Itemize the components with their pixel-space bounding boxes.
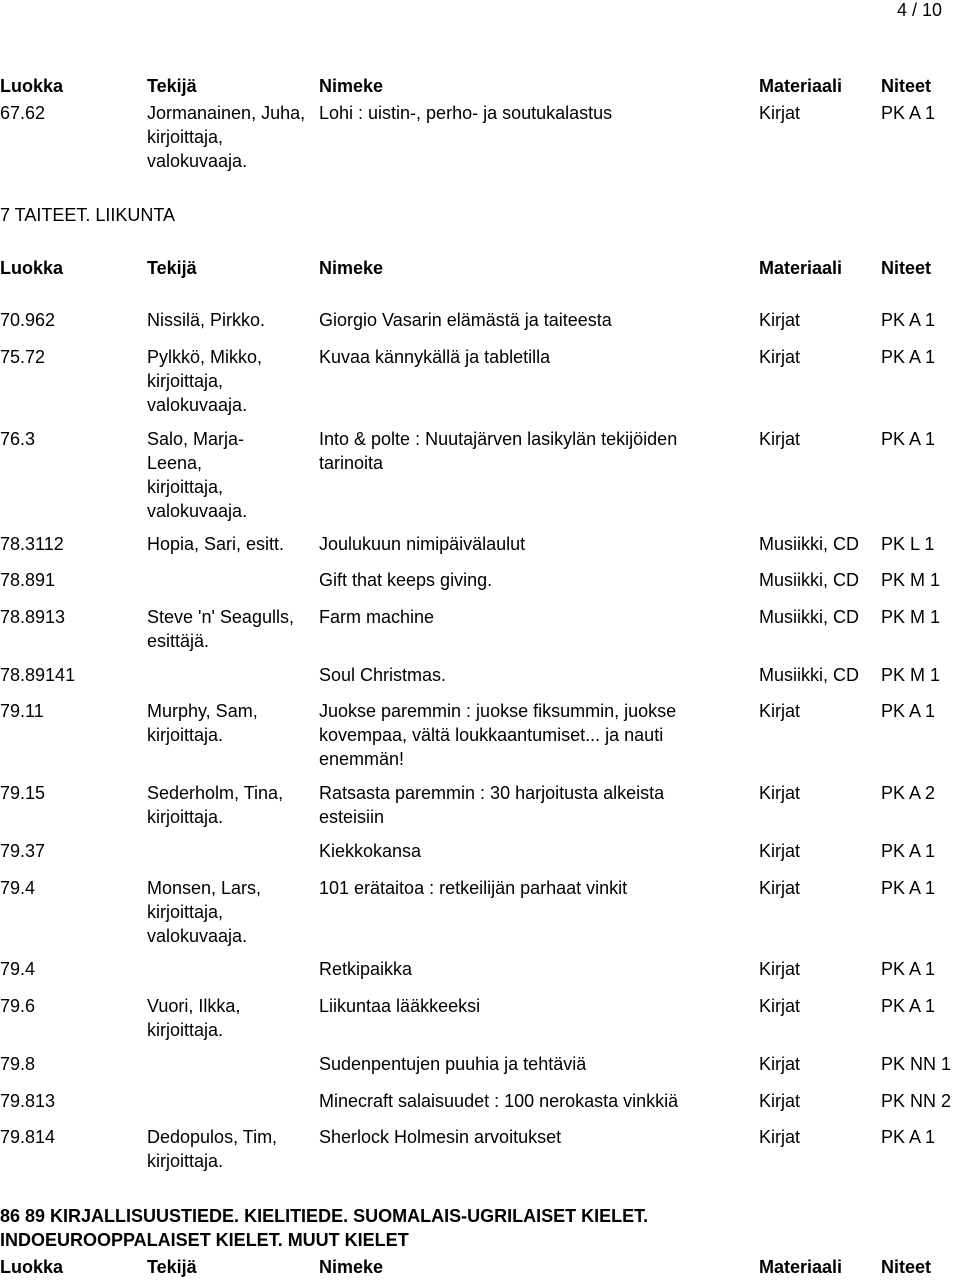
column-header-title: Nimeke — [319, 1257, 384, 1277]
material-cell: Kirjat — [759, 841, 801, 861]
column-header-title: Nimeke — [319, 76, 384, 96]
shelf-cell: PK A 1 — [881, 841, 936, 861]
author-cell: Nissilä, Pirkko. — [147, 310, 266, 330]
author-cell: Sederholm, Tina, kirjoittaja. — [147, 783, 284, 827]
title-cell: Gift that keeps giving. — [319, 570, 493, 590]
section-title: 7 TAITEET. LIIKUNTA — [0, 205, 176, 225]
column-header-shelf: Niteet — [881, 76, 932, 96]
shelf-cell: PK A 1 — [881, 429, 936, 449]
title-cell: Retkipaikka — [319, 959, 413, 979]
class-cell: 79.11 — [0, 701, 44, 721]
title-cell: Joulukuun nimipäivälaulut — [319, 534, 526, 554]
author-cell: Jormanainen, Juha, kirjoittaja, valokuvaaja. — [147, 103, 306, 171]
title-cell: Juokse paremmin : juokse fiksummin, juokse kovempaa, vältä loukkaantumiset... ja nauti enemmän! — [319, 701, 677, 769]
shelf-cell: PK M 1 — [881, 570, 941, 590]
table-row — [0, 994, 960, 1040]
material-cell: Kirjat — [759, 783, 801, 803]
title-cell: Ratsasta paremmin : 30 harjoitusta alkeista esteisiin — [319, 783, 665, 827]
author-cell: Salo, Marja-Leena, kirjoittaja, valokuvaaja. — [147, 429, 248, 521]
title-cell: Liikuntaa lääkkeeksi — [319, 996, 481, 1016]
author-cell: Steve 'n' Seagulls, esittäjä. — [147, 607, 294, 651]
class-cell: 78.3112 — [0, 534, 64, 554]
table-header — [0, 1255, 960, 1279]
table-row — [0, 568, 960, 592]
class-cell: 79.6 — [0, 996, 36, 1016]
title-cell: Lohi : uistin-, perho- ja soutukalastus — [319, 103, 613, 123]
shelf-cell: PK A 1 — [881, 996, 936, 1016]
title-cell: Kuvaa kännykällä ja tabletilla — [319, 347, 551, 367]
column-header-material: Materiaali — [759, 76, 843, 96]
table-row — [0, 101, 960, 171]
title-cell: Minecraft salaisuudet : 100 nerokasta vinkkiä — [319, 1091, 679, 1111]
material-cell: Kirjat — [759, 429, 801, 449]
table-row — [0, 1052, 960, 1076]
class-cell: 79.813 — [0, 1091, 56, 1111]
table-row — [0, 427, 960, 521]
material-cell: Kirjat — [759, 103, 801, 123]
table-row — [0, 781, 960, 827]
column-header-title: Nimeke — [319, 258, 384, 278]
shelf-cell: PK NN 2 — [881, 1091, 952, 1111]
table-row — [0, 532, 960, 556]
column-header-class: Luokka — [0, 1257, 64, 1277]
class-cell: 78.89141 — [0, 665, 76, 685]
shelf-cell: PK A 1 — [881, 701, 936, 721]
table-row — [0, 957, 960, 981]
class-cell: 67.62 — [0, 103, 46, 123]
column-header-shelf: Niteet — [881, 258, 932, 278]
class-cell: 79.814 — [0, 1127, 56, 1147]
column-header-material: Materiaali — [759, 1257, 843, 1277]
shelf-cell: PK A 1 — [881, 103, 936, 123]
table-row — [0, 1089, 960, 1113]
class-cell: 79.15 — [0, 783, 46, 803]
column-header-shelf: Niteet — [881, 1257, 932, 1277]
column-header-author: Tekijä — [147, 76, 197, 96]
class-cell: 78.891 — [0, 570, 56, 590]
column-header-author: Tekijä — [147, 1257, 197, 1277]
table-row — [0, 663, 960, 687]
shelf-cell: PK A 1 — [881, 878, 936, 898]
material-cell: Musiikki, CD — [759, 607, 860, 627]
shelf-cell: PK A 2 — [881, 783, 936, 803]
title-cell: Kiekkokansa — [319, 841, 422, 861]
class-cell: 70.962 — [0, 310, 56, 330]
title-cell: Into & polte : Nuutajärven lasikylän tekijöiden tarinoita — [319, 429, 678, 473]
material-cell: Kirjat — [759, 996, 801, 1016]
class-cell: 79.4 — [0, 878, 36, 898]
title-cell: 101 erätaitoa : retkeilijän parhaat vinkit — [319, 878, 628, 898]
material-cell: Kirjat — [759, 701, 801, 721]
column-header-material: Materiaali — [759, 258, 843, 278]
material-cell: Musiikki, CD — [759, 665, 860, 685]
table-row — [0, 839, 960, 863]
material-cell: Kirjat — [759, 1054, 801, 1074]
shelf-cell: PK M 1 — [881, 665, 941, 685]
table-row — [0, 1125, 960, 1171]
material-cell: Kirjat — [759, 347, 801, 367]
material-cell: Kirjat — [759, 878, 801, 898]
author-cell: Pylkkö, Mikko, kirjoittaja, valokuvaaja. — [147, 347, 263, 415]
column-header-author: Tekijä — [147, 258, 197, 278]
table-row — [0, 699, 960, 769]
title-cell: Sudenpentujen puuhia ja tehtäviä — [319, 1054, 587, 1074]
section-title: 86 89 KIRJALLISUUSTIEDE. KIELITIEDE. SUOMALAIS-UGRILAISET KIELET. INDOEUROOPPALAISET KIELET. MUUT KIELET — [0, 1206, 649, 1250]
title-cell: Farm machine — [319, 607, 435, 627]
shelf-cell: PK A 1 — [881, 347, 936, 367]
author-cell: Murphy, Sam, kirjoittaja. — [147, 701, 258, 745]
table-row — [0, 605, 960, 651]
author-cell: Vuori, Ilkka, kirjoittaja. — [147, 996, 241, 1040]
class-cell: 75.72 — [0, 347, 46, 367]
material-cell: Kirjat — [759, 959, 801, 979]
class-cell: 78.8913 — [0, 607, 66, 627]
title-cell: Giorgio Vasarin elämästä ja taiteesta — [319, 310, 612, 330]
author-cell: Hopia, Sari, esitt. — [147, 534, 285, 554]
shelf-cell: PK A 1 — [881, 310, 936, 330]
class-cell: 79.8 — [0, 1054, 36, 1074]
author-cell: Dedopulos, Tim, kirjoittaja. — [147, 1127, 278, 1171]
material-cell: Kirjat — [759, 310, 801, 330]
table-row — [0, 345, 960, 415]
shelf-cell: PK M 1 — [881, 607, 941, 627]
page-number: 4 / 10 — [896, 0, 942, 20]
title-cell: Soul Christmas. — [319, 665, 447, 685]
shelf-cell: PK NN 1 — [881, 1054, 952, 1074]
class-cell: 79.37 — [0, 841, 46, 861]
material-cell: Kirjat — [759, 1091, 801, 1111]
shelf-cell: PK L 1 — [881, 534, 935, 554]
table-row — [0, 876, 960, 946]
class-cell: 76.3 — [0, 429, 36, 449]
table-header — [0, 256, 960, 280]
column-header-class: Luokka — [0, 76, 64, 96]
table-header — [0, 74, 960, 98]
column-header-class: Luokka — [0, 258, 64, 278]
title-cell: Sherlock Holmesin arvoitukset — [319, 1127, 562, 1147]
author-cell: Monsen, Lars, kirjoittaja, valokuvaaja. — [147, 878, 262, 946]
material-cell: Musiikki, CD — [759, 534, 860, 554]
class-cell: 79.4 — [0, 959, 36, 979]
shelf-cell: PK A 1 — [881, 1127, 936, 1147]
table-row — [0, 308, 960, 332]
material-cell: Kirjat — [759, 1127, 801, 1147]
shelf-cell: PK A 1 — [881, 959, 936, 979]
material-cell: Musiikki, CD — [759, 570, 860, 590]
